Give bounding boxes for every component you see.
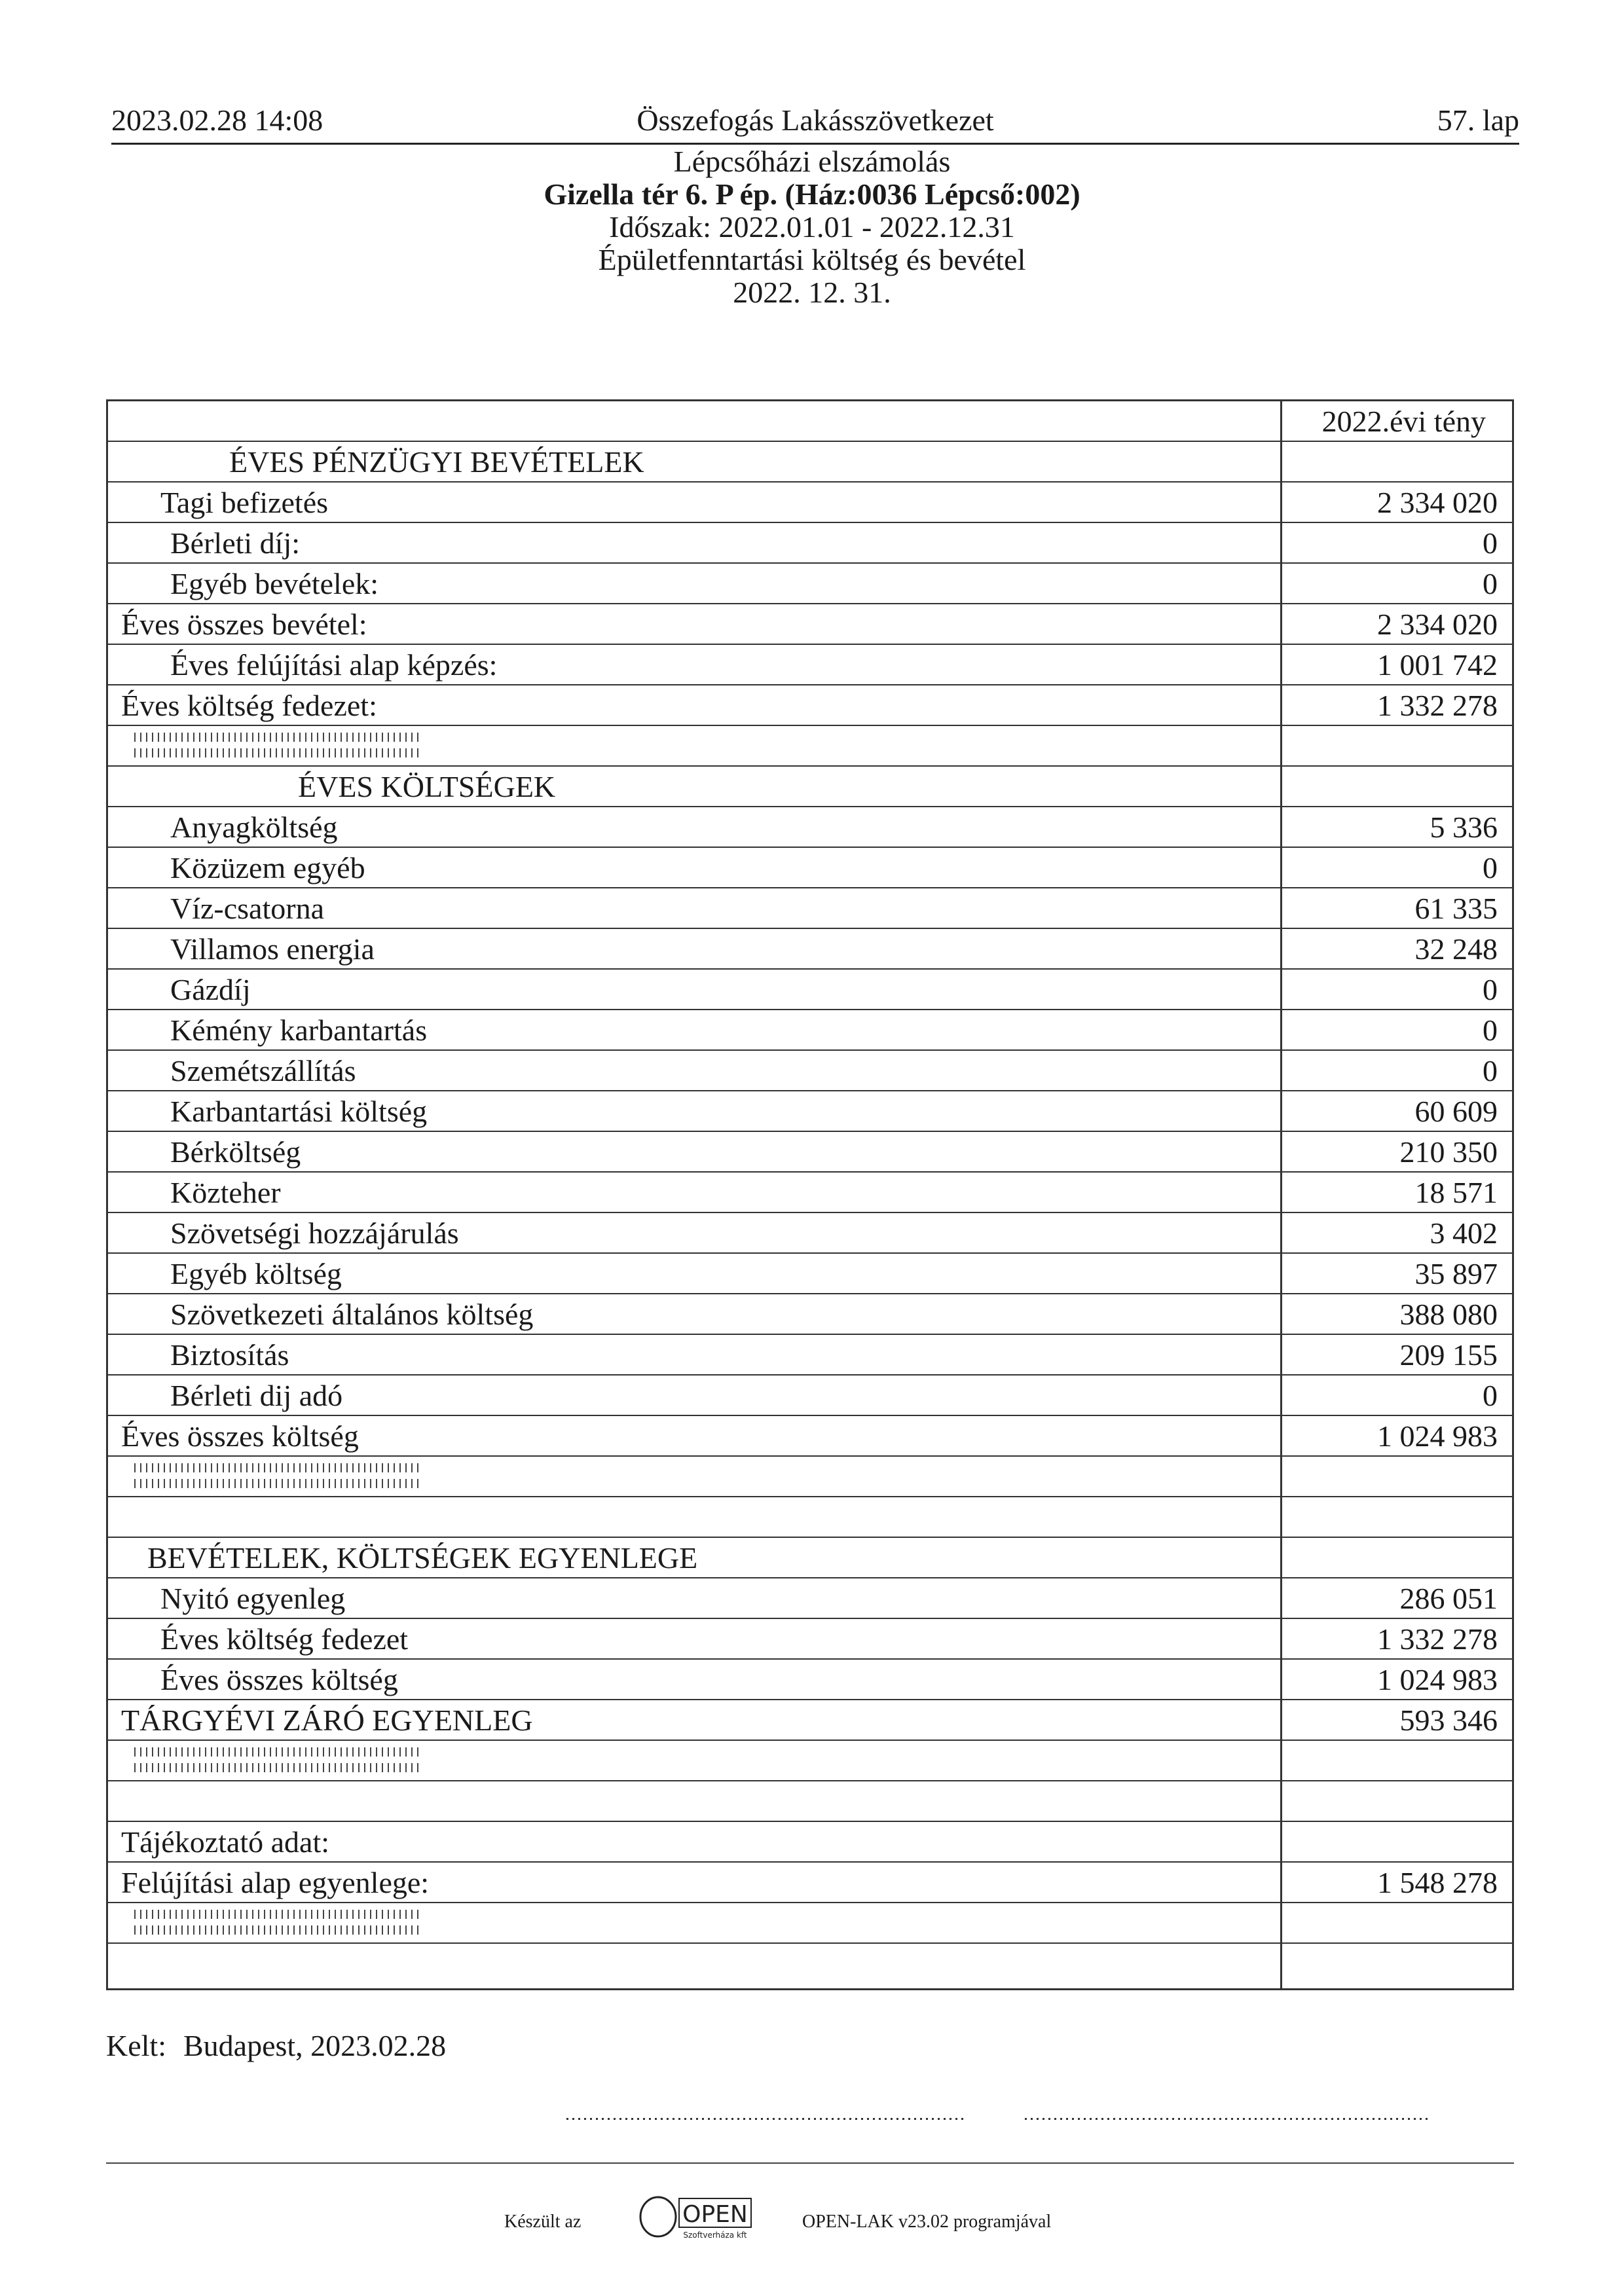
signature-line-right — [1025, 2118, 1431, 2120]
row-value: 2 334 020 — [1377, 486, 1498, 519]
table-row — [108, 564, 1512, 604]
row-label: Egyéb bevételek: — [170, 567, 379, 600]
separator-marks — [134, 733, 422, 742]
section-heading-row — [108, 442, 1512, 483]
row-label: Anyagköltség — [170, 811, 338, 844]
section-heading-income: ÉVES PÉNZÜGYI BEVÉTELEK — [229, 445, 644, 479]
blank-row — [108, 1497, 1512, 1538]
row-label: Karbantartási költség — [170, 1095, 428, 1128]
date-place-line — [106, 2028, 463, 2063]
table-row — [108, 1578, 1512, 1619]
row-value: 60 609 — [1414, 1095, 1498, 1128]
separator-row — [108, 1741, 1512, 1781]
table-row — [108, 888, 1512, 929]
table-row — [108, 1416, 1512, 1457]
row-label: Közteher — [170, 1176, 281, 1209]
row-value: 35 897 — [1414, 1257, 1498, 1290]
row-label: Felújítási alap egyenlege: — [121, 1866, 430, 1899]
row-value: 3 402 — [1430, 1216, 1498, 1250]
title-date: 2022. 12. 31. — [733, 276, 891, 309]
row-label: Éves összes költség — [160, 1663, 398, 1696]
blank-row — [108, 1781, 1512, 1822]
title-period: Időszak: 2022.01.01 - 2022.12.31 — [609, 210, 1015, 244]
table-row — [108, 1660, 1512, 1700]
row-label: Gázdíj — [170, 973, 251, 1006]
separator-row — [108, 726, 1512, 767]
row-value: 32 248 — [1414, 932, 1498, 966]
row-value: 0 — [1483, 851, 1498, 884]
row-label: Szemétszállítás — [170, 1054, 356, 1087]
separator-marks — [134, 1463, 422, 1472]
table-row — [108, 1010, 1512, 1051]
separator-marks — [134, 1479, 422, 1488]
statement-table — [106, 399, 1514, 1990]
row-label: Bérleti dij adó — [170, 1379, 343, 1412]
table-row — [108, 1619, 1512, 1660]
row-label: Éves összes költség — [121, 1419, 359, 1453]
table-row — [108, 1376, 1512, 1416]
row-value: 593 346 — [1399, 1704, 1498, 1737]
row-label: Éves költség fedezet: — [121, 689, 377, 722]
table-row — [108, 848, 1512, 888]
row-label: Szövetkezeti általános költség — [170, 1298, 534, 1331]
row-value: 209 155 — [1399, 1338, 1498, 1372]
row-label: Éves felújítási alap képzés: — [170, 648, 498, 682]
table-row — [108, 1091, 1512, 1132]
date-place-value: Budapest, 2023.02.28 — [183, 2029, 447, 2062]
row-value: 1 024 983 — [1377, 1663, 1498, 1696]
section-heading-balance: BEVÉTELEK, KÖLTSÉGEK EGYENLEGE — [147, 1541, 698, 1575]
row-label: Szövetségi hozzájárulás — [170, 1216, 459, 1250]
row-value: 388 080 — [1399, 1298, 1498, 1331]
separator-marks — [134, 1763, 422, 1772]
row-value: 286 051 — [1399, 1582, 1498, 1615]
row-value: 1 332 278 — [1377, 1622, 1498, 1656]
print-datetime: 2023.02.28 14:08 — [111, 103, 323, 137]
table-row — [108, 685, 1512, 726]
row-value: 0 — [1483, 567, 1498, 600]
page-header — [111, 98, 1519, 145]
table-row — [108, 604, 1512, 645]
table-row — [108, 970, 1512, 1010]
row-value: 5 336 — [1430, 811, 1498, 844]
info-heading: Tájékoztató adat: — [121, 1825, 330, 1859]
row-value: 1 001 742 — [1377, 648, 1498, 682]
row-value: 18 571 — [1414, 1176, 1498, 1209]
organization-name: Összefogás Lakásszövetkezet — [637, 103, 994, 137]
table-row — [108, 1335, 1512, 1376]
separator-marks — [134, 748, 422, 757]
row-label: Bérköltség — [170, 1135, 301, 1169]
logo-text: OPEN — [682, 2201, 748, 2228]
row-value: 0 — [1483, 973, 1498, 1006]
page-number: 57. lap — [1437, 103, 1519, 137]
table-row — [108, 1700, 1512, 1741]
table-header-row — [108, 401, 1512, 442]
table-row — [108, 1051, 1512, 1091]
row-label: Nyitó egyenleg — [160, 1582, 346, 1615]
row-label: Tagi befizetés — [160, 486, 329, 519]
footer-suffix: OPEN-LAK v23.02 programjával — [802, 2212, 1052, 2232]
footer-divider — [106, 2162, 1514, 2164]
section-heading-costs: ÉVES KÖLTSÉGEK — [298, 770, 556, 803]
row-label: Éves összes bevétel: — [121, 608, 367, 641]
row-label: Egyéb költség — [170, 1257, 342, 1290]
separator-row — [108, 1903, 1512, 1944]
separator-row — [108, 1457, 1512, 1497]
table-row — [108, 523, 1512, 564]
title-building: Gizella tér 6. P ép. (Ház:0036 Lépcső:002) — [544, 177, 1080, 211]
row-label: Éves költség fedezet — [160, 1622, 409, 1656]
row-value: 2 334 020 — [1377, 608, 1498, 641]
title-subject: Épületfenntartási költség és bevétel — [598, 243, 1026, 276]
table-row — [108, 483, 1512, 523]
table-row — [108, 1173, 1512, 1213]
row-label: Víz-csatorna — [170, 892, 324, 925]
info-heading-row — [108, 1822, 1512, 1863]
row-value: 210 350 — [1399, 1135, 1498, 1169]
row-value: 0 — [1483, 1013, 1498, 1047]
date-place-label: Kelt: — [106, 2029, 166, 2062]
row-value: 0 — [1483, 1054, 1498, 1087]
open-logo-icon — [638, 2193, 756, 2242]
title-statement: Lépcsőházi elszámolás — [673, 145, 951, 178]
document-titles — [0, 145, 1624, 309]
separator-marks — [134, 1747, 422, 1757]
table-row — [108, 1213, 1512, 1254]
row-value: 1 548 278 — [1377, 1866, 1498, 1899]
separator-marks — [134, 1910, 422, 1919]
table-row — [108, 1254, 1512, 1294]
table-row — [108, 1294, 1512, 1335]
table-row — [108, 1132, 1512, 1173]
section-heading-row — [108, 1538, 1512, 1578]
table-row — [108, 645, 1512, 685]
row-label: Bérleti díj: — [170, 526, 301, 560]
row-label: Közüzem egyéb — [170, 851, 365, 884]
row-value: 0 — [1483, 1379, 1498, 1412]
table-row — [108, 1863, 1512, 1903]
table-row — [108, 929, 1512, 970]
row-label: TÁRGYÉVI ZÁRÓ EGYENLEG — [121, 1704, 533, 1737]
signature-line-left — [566, 2118, 966, 2120]
row-value: 1 332 278 — [1377, 689, 1498, 722]
table-row — [108, 807, 1512, 848]
column-header: 2022.évi tény — [1321, 405, 1486, 438]
row-value: 1 024 983 — [1377, 1419, 1498, 1453]
logo-subtext: Szoftverháza kft — [683, 2231, 747, 2240]
row-label: Biztosítás — [170, 1338, 289, 1372]
separator-marks — [134, 1925, 422, 1935]
row-value: 61 335 — [1414, 892, 1498, 925]
row-label: Kémény karbantartás — [170, 1013, 428, 1047]
row-value: 0 — [1483, 526, 1498, 560]
row-label: Villamos energia — [170, 932, 375, 966]
section-heading-row — [108, 767, 1512, 807]
footer-prefix: Készült az — [504, 2212, 581, 2232]
